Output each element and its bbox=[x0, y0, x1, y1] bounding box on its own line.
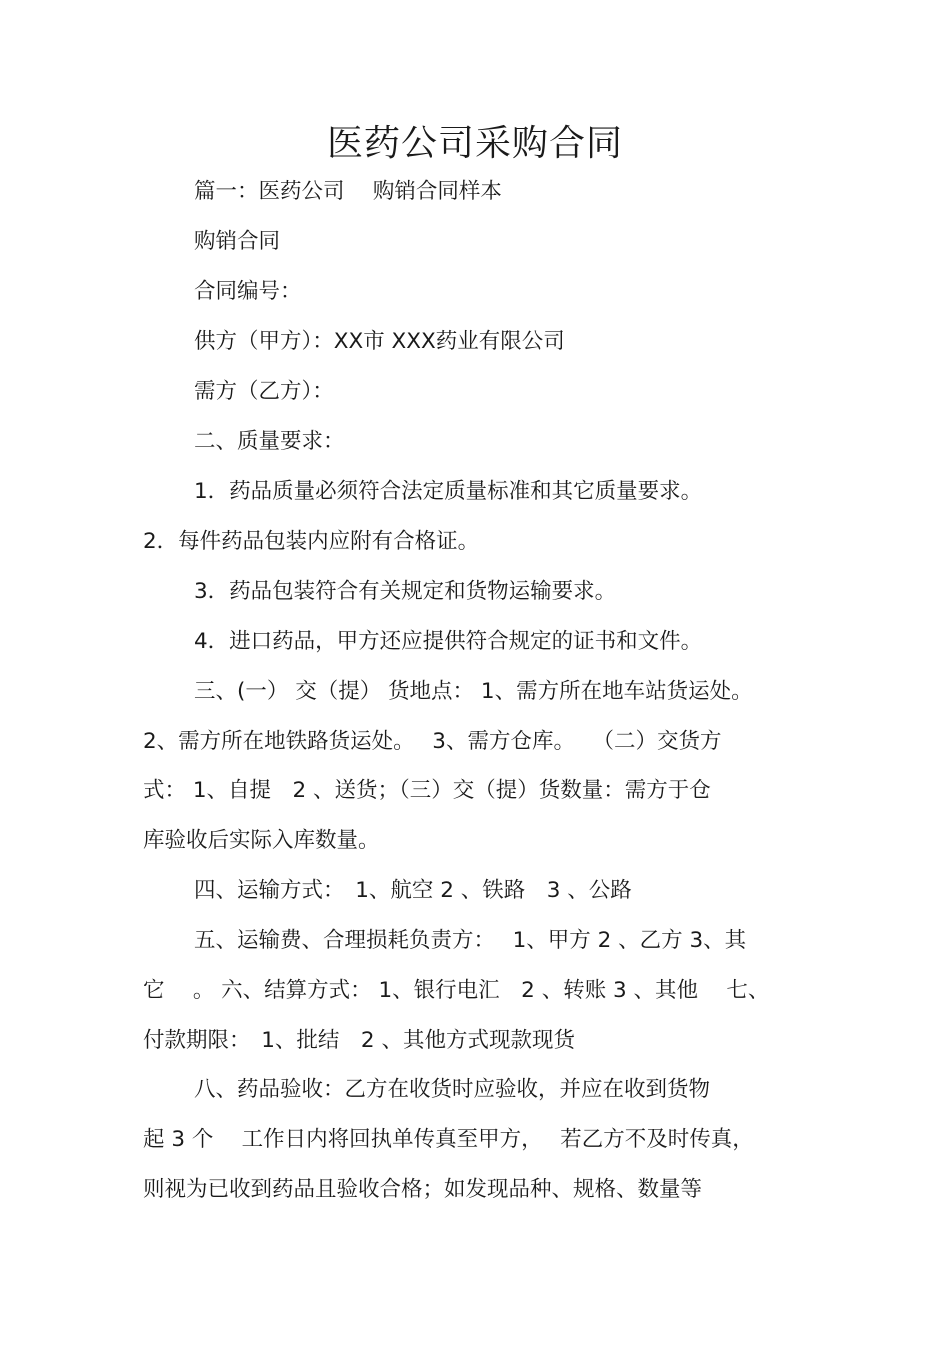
text-line: 库验收后实际入库数量。 bbox=[143, 828, 380, 853]
text-line: 需方（乙方）： bbox=[194, 379, 334, 404]
text-line: 八、药品验收：乙方在收货时应验收，并应在收到货物 bbox=[194, 1077, 711, 1102]
text-line: 3．药品包装符合有关规定和货物运输要求。 bbox=[194, 579, 617, 604]
text-line: 则视为已收到药品且验收合格；如发现品种、规格、数量等 bbox=[143, 1177, 703, 1202]
text-line: 二、质量要求： bbox=[194, 429, 345, 454]
text-line: 4．进口药品，甲方还应提供符合规定的证书和文件。 bbox=[194, 629, 703, 654]
text-line: 供方（甲方）：XX市 XXX药业有限公司 bbox=[194, 329, 565, 354]
text-line: 合同编号： bbox=[194, 279, 302, 304]
text-line: 五、运输费、合理损耗负责方： 1、甲方 2 、乙方 3、其 bbox=[194, 928, 747, 953]
text-line: 2、需方所在地铁路货运处。 3、需方仓库。 （二）交货方 bbox=[143, 729, 722, 754]
document-title: 医药公司采购合同 bbox=[326, 123, 623, 164]
text-line: 2．每件药品包装内应附有合格证。 bbox=[143, 529, 480, 554]
text-line: 它 。 六、结算方式： 1、银行电汇 2 、转账 3 、其他 七、 bbox=[143, 978, 770, 1003]
text-line: 篇一：医药公司 购销合同样本 bbox=[194, 179, 502, 204]
text-line: 1．药品质量必须符合法定质量标准和其它质量要求。 bbox=[194, 479, 703, 504]
text-line: 起 3 个 工作日内将回执单传真至甲方， 若乙方不及时传真， bbox=[143, 1127, 754, 1152]
text-line: 付款期限： 1、批结 2 、其他方式现款现货 bbox=[143, 1028, 575, 1053]
text-line: 购销合同 bbox=[194, 229, 281, 254]
text-line: 三、(一） 交（提） 货地点： 1、需方所在地车站货运处。 bbox=[194, 679, 753, 704]
text-line: 式： 1、自提 2 、送货；（三）交（提）货数量：需方于仓 bbox=[143, 778, 711, 803]
text-line: 四、运输方式： 1、航空 2 、铁路 3 、公路 bbox=[194, 878, 632, 903]
